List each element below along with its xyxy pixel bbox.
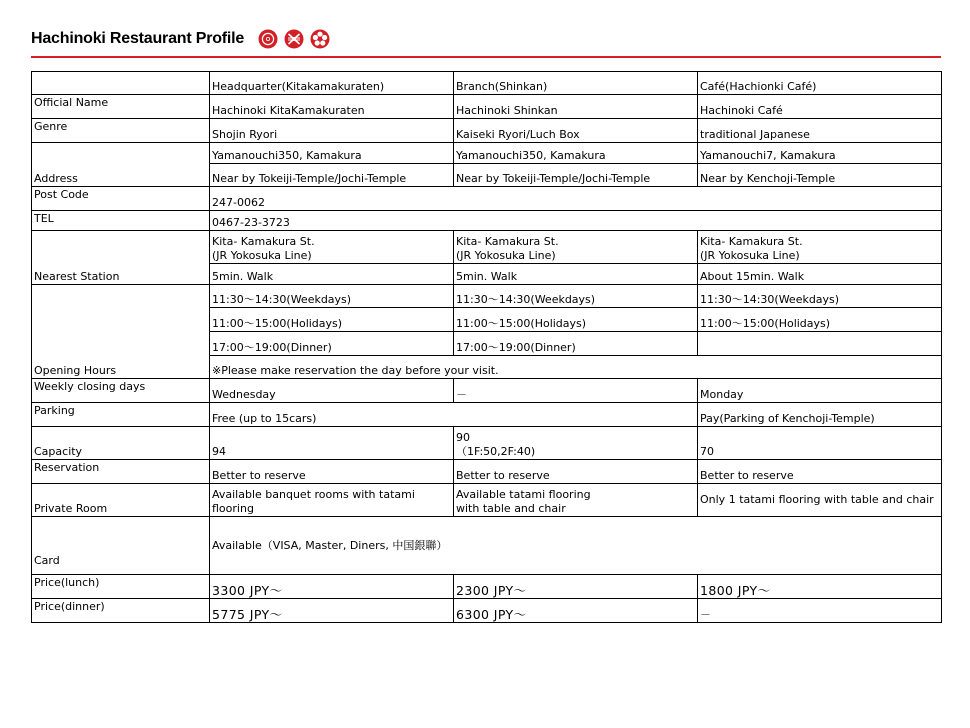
- table-row: [32, 285, 942, 308]
- table-cell: [210, 231, 454, 264]
- table-cell: －: [454, 379, 698, 403]
- table-cell: 1800 JPY～: [698, 575, 942, 599]
- table-cell: Hachinoki Café: [698, 95, 942, 119]
- cell-line: Kita- Kamakura St.: [456, 235, 559, 248]
- table-cell: －: [698, 599, 942, 623]
- table-cell: Near by Tokeiji-Temple/Jochi-Temple: [454, 164, 698, 187]
- table-cell: 11:30～14:30(Weekdays): [210, 285, 454, 308]
- row-label-opening-hours: Opening Hours: [32, 285, 210, 379]
- crest-logos: [258, 29, 330, 49]
- table-row: [32, 403, 942, 427]
- cell-line: （1F:50,2F:40): [456, 445, 536, 458]
- row-label-capacity: Capacity: [32, 427, 210, 460]
- row-label-official-name: Official Name: [32, 95, 210, 119]
- header-divider: [31, 56, 941, 58]
- table-cell: Yamanouchi7, Kamakura: [698, 143, 942, 164]
- table-cell: Pay(Parking of Kenchoji-Temple): [698, 403, 942, 427]
- row-label-reservation: Reservation: [32, 460, 210, 484]
- table-cell: Yamanouchi350, Kamakura: [210, 143, 454, 164]
- table-row: [32, 187, 942, 211]
- table-cell: Available（VISA, Master, Diners, 中国銀聯）: [210, 517, 942, 575]
- flower-crest-icon: [310, 29, 330, 49]
- table-cell: 11:30～14:30(Weekdays): [454, 285, 698, 308]
- table-cell: Better to reserve: [454, 460, 698, 484]
- row-label-parking: Parking: [32, 403, 210, 427]
- table-cell: Better to reserve: [210, 460, 454, 484]
- cell-line: 90: [456, 431, 470, 444]
- table-cell: 2300 JPY～: [454, 575, 698, 599]
- table-cell: 17:00～19:00(Dinner): [454, 332, 698, 356]
- table-cell: [454, 427, 698, 460]
- table-cell: 11:00～15:00(Holidays): [210, 308, 454, 332]
- table-row: [32, 599, 942, 623]
- row-label-price-dinner: Price(dinner): [32, 599, 210, 623]
- crossed-crest-icon: [284, 29, 304, 49]
- profile-table: [31, 71, 942, 623]
- page-header: [31, 24, 330, 54]
- cell-line: flooring: [212, 502, 254, 515]
- cell-line: (JR Yokosuka Line): [700, 249, 800, 262]
- table-cell: Shojin Ryori: [210, 119, 454, 143]
- table-header-row: [32, 72, 942, 95]
- table-cell: [698, 332, 942, 356]
- table-cell: 0467-23-3723: [210, 211, 942, 231]
- table-row: [32, 575, 942, 599]
- table-cell: Yamanouchi350, Kamakura: [454, 143, 698, 164]
- reservation-note: ※Please make reservation the day before your visit.: [210, 356, 942, 379]
- row-label-post-code: Post Code: [32, 187, 210, 211]
- table-row: [32, 119, 942, 143]
- table-cell: 5min. Walk: [454, 264, 698, 285]
- table-row: [32, 95, 942, 119]
- page-title: Hachinoki Restaurant Profile: [31, 30, 245, 47]
- table-cell: [210, 484, 454, 517]
- table-row: [32, 231, 942, 264]
- row-label-card: Card: [32, 517, 210, 575]
- table-row: [32, 211, 942, 231]
- row-label-address: Address: [32, 143, 210, 187]
- cell-line: Kita- Kamakura St.: [212, 235, 315, 248]
- table-cell: 5775 JPY～: [210, 599, 454, 623]
- table-cell: Better to reserve: [698, 460, 942, 484]
- table-cell: Near by Tokeiji-Temple/Jochi-Temple: [210, 164, 454, 187]
- table-cell: [454, 231, 698, 264]
- table-cell: traditional Japanese: [698, 119, 942, 143]
- cell-line: (JR Yokosuka Line): [456, 249, 556, 262]
- row-label-private-room: Private Room: [32, 484, 210, 517]
- column-header-hq: Headquarter(Kitakamakuraten): [210, 72, 454, 95]
- table-cell: 5min. Walk: [210, 264, 454, 285]
- table-cell: 11:00～15:00(Holidays): [454, 308, 698, 332]
- table-cell: Near by Kenchoji-Temple: [698, 164, 942, 187]
- table-cell: [454, 484, 698, 517]
- table-cell: About 15min. Walk: [698, 264, 942, 285]
- crest-icon: [258, 29, 278, 49]
- row-label-nearest-station: Nearest Station: [32, 231, 210, 285]
- column-header-branch: Branch(Shinkan): [454, 72, 698, 95]
- table-row: [32, 379, 942, 403]
- row-label-tel: TEL: [32, 211, 210, 231]
- cell-line: Available tatami flooring: [456, 488, 591, 501]
- table-row: [32, 484, 942, 517]
- table-row: [32, 427, 942, 460]
- table-cell: Kaiseki Ryori/Luch Box: [454, 119, 698, 143]
- table-cell: Monday: [698, 379, 942, 403]
- cell-line: Available banquet rooms with tatami: [212, 488, 415, 501]
- table-cell: 94: [210, 427, 454, 460]
- table-cell: Only 1 tatami flooring with table and chair: [698, 484, 942, 517]
- table-cell: 11:30～14:30(Weekdays): [698, 285, 942, 308]
- table-cell: Hachinoki KitaKamakuraten: [210, 95, 454, 119]
- cell-line: Kita- Kamakura St.: [700, 235, 803, 248]
- cell-line: with table and chair: [456, 502, 566, 515]
- table-cell: Wednesday: [210, 379, 454, 403]
- table-cell: [698, 231, 942, 264]
- table-cell: 3300 JPY～: [210, 575, 454, 599]
- row-label-genre: Genre: [32, 119, 210, 143]
- table-row: [32, 460, 942, 484]
- cell-line: (JR Yokosuka Line): [212, 249, 312, 262]
- table-row: [32, 517, 942, 575]
- table-cell: 6300 JPY～: [454, 599, 698, 623]
- row-label-closing-days: Weekly closing days: [32, 379, 210, 403]
- corner-cell: [32, 72, 210, 95]
- table-cell: Free (up to 15cars): [210, 403, 698, 427]
- table-cell: 247-0062: [210, 187, 942, 211]
- table-cell: Hachinoki Shinkan: [454, 95, 698, 119]
- column-header-cafe: Café(Hachionki Café): [698, 72, 942, 95]
- table-cell: 17:00～19:00(Dinner): [210, 332, 454, 356]
- row-label-price-lunch: Price(lunch): [32, 575, 210, 599]
- table-cell: 70: [698, 427, 942, 460]
- table-row: [32, 143, 942, 164]
- table-cell: 11:00～15:00(Holidays): [698, 308, 942, 332]
